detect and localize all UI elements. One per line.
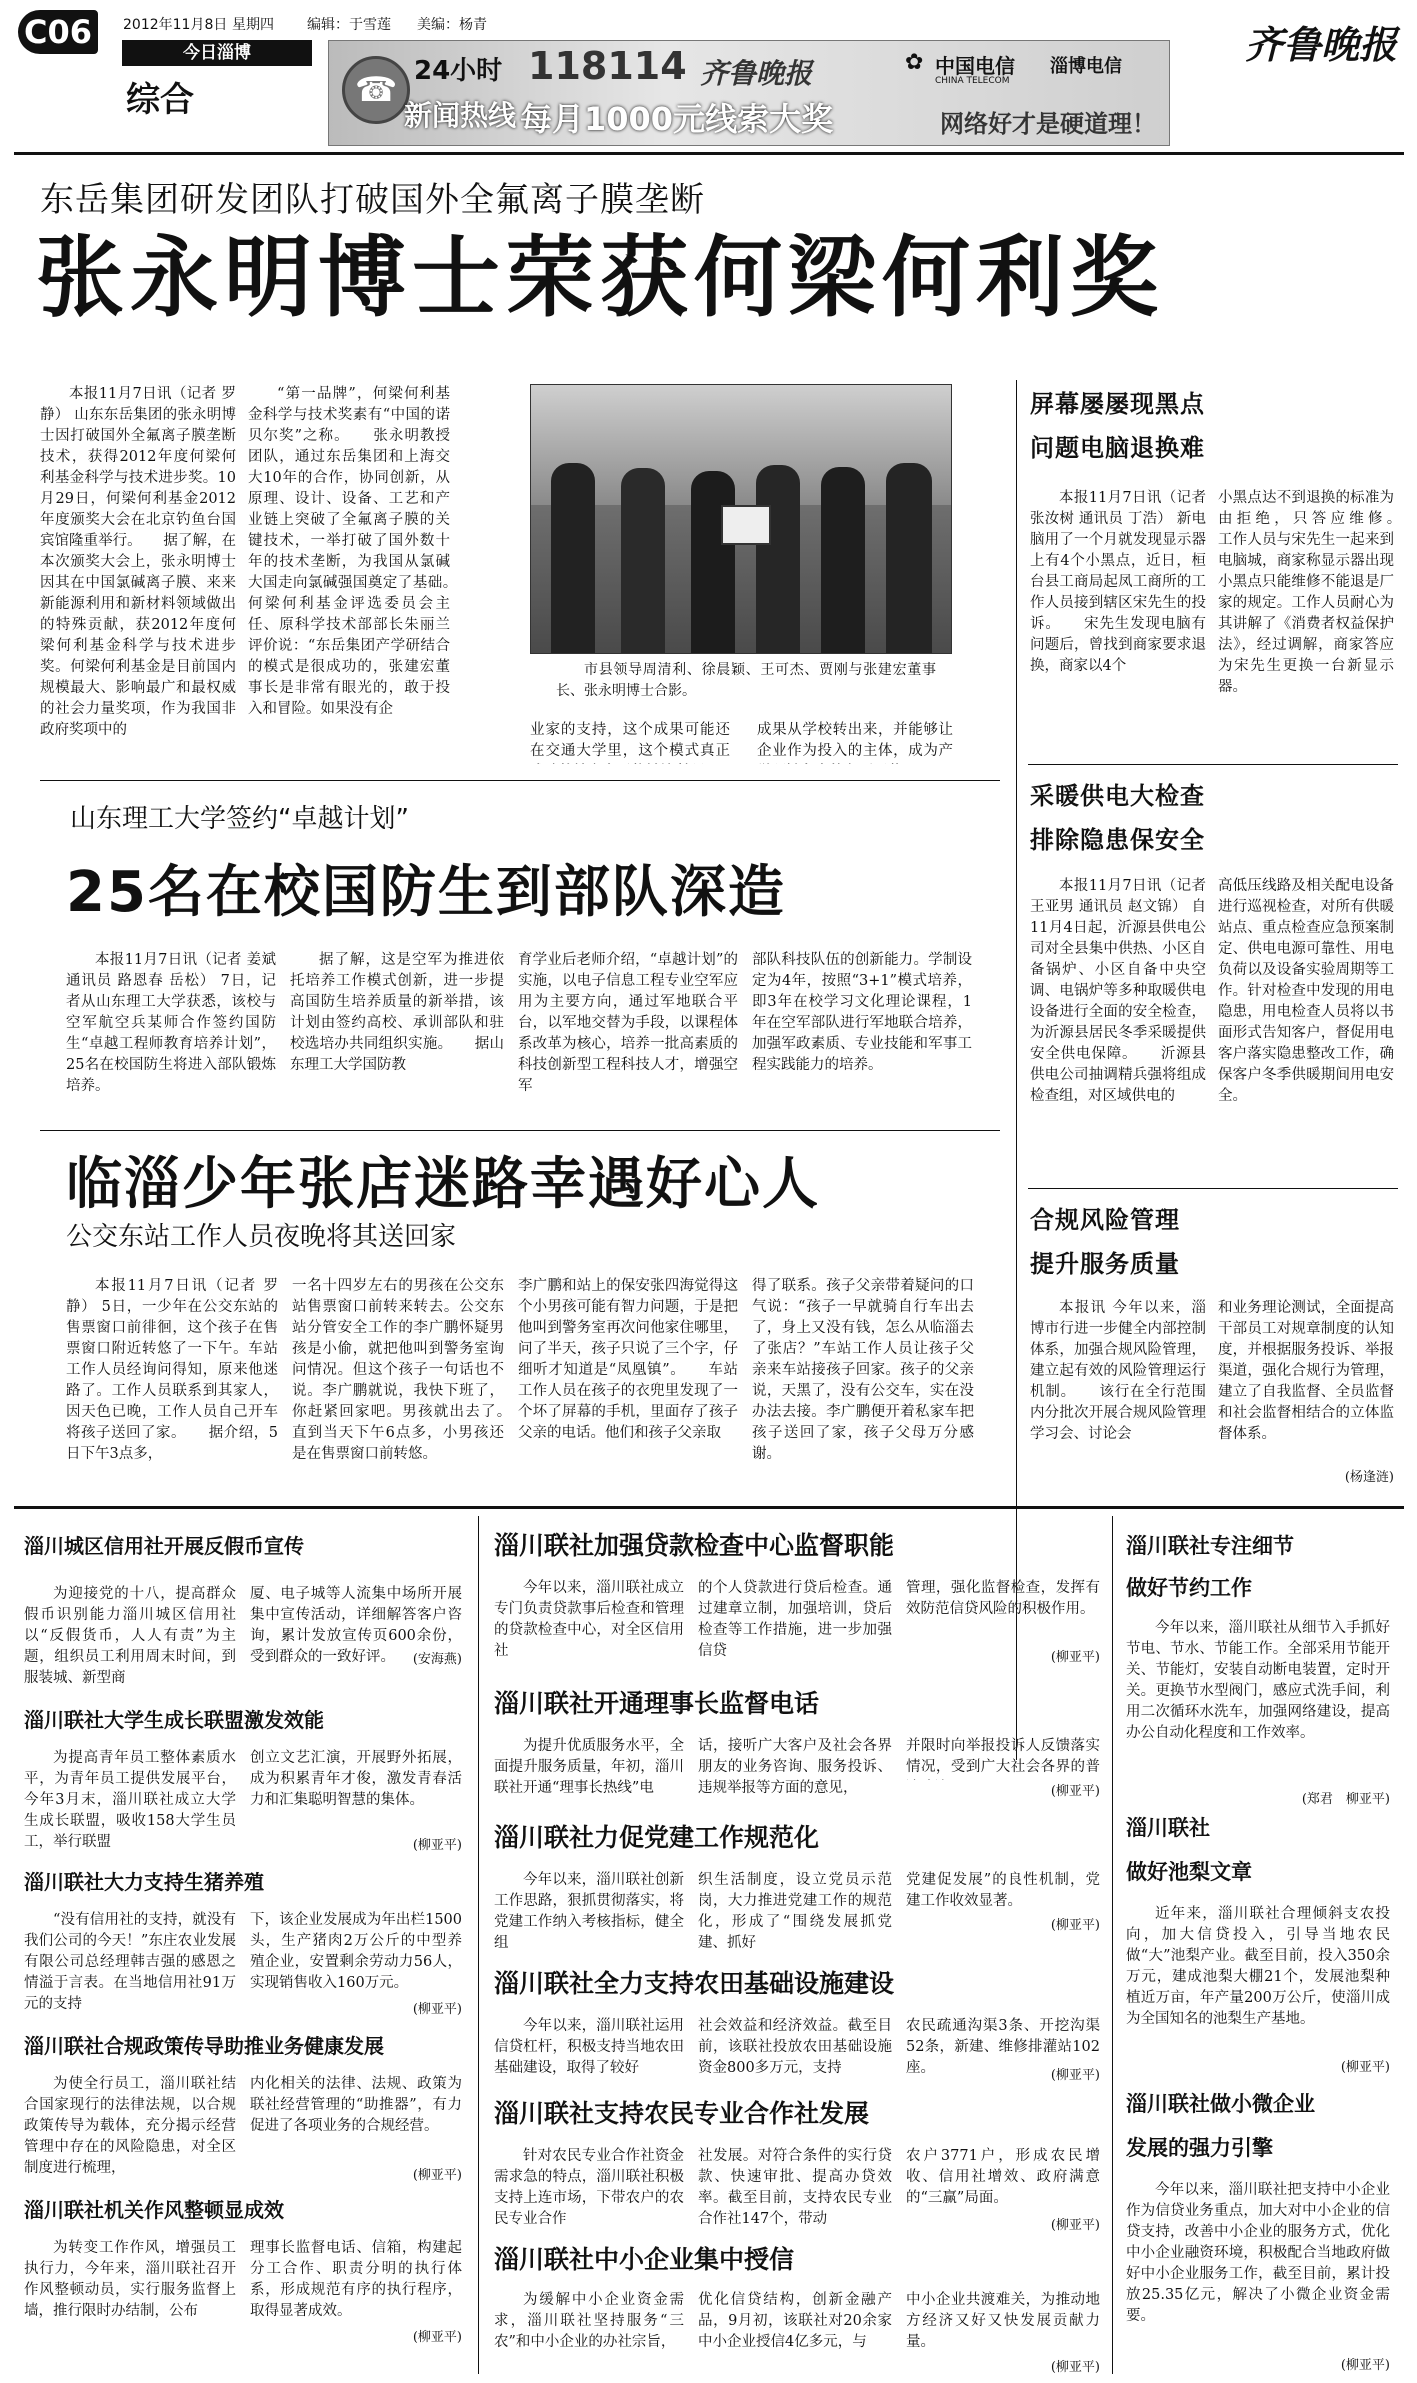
brief-l-column: 今年以来，淄川联社从细节入手抓好节电、节水、节能工作。全部采用节能开关、节能灯，安装自动断电装置，定时开关。更换节水型阀门，感应式洗手间，利用二次循环水洗车，加强网络建设，提高办公自动化程度和工作效率。 <box>1126 1620 1390 1741</box>
section-name: 综合 <box>126 80 194 120</box>
screen-story-headline-2: 问题电脑退换难 <box>1030 434 1205 462</box>
brief-g-headline: 淄川联社开通理事长监督电话 <box>494 1689 820 1718</box>
brief-c-column-1: “没有信用社的支持，就没有我们公司的今天！”东庄农业发展有限公司总经理韩吉强的感恩之情溢于言表。在当地信用社91万元的支持 <box>24 1912 236 2012</box>
risk-story-column-2: 和业务理论测试，全面提高干部员工对规章制度的认知度，并根据服务投诉、举报渠道，强化合规行为管理，建立了自我监督、全员监督和社会监督相结合的立体监督体系。 <box>1218 1300 1394 1442</box>
brief-j-column-1: 针对农民专业合作社资金需求急的特点，淄川联社积极支持上连市场，下带农户的农民专业合作 <box>494 2148 684 2227</box>
brief-f-headline: 淄川联社加强贷款检查中心监督职能 <box>494 1531 895 1560</box>
second-column-4: 部队科技队伍的创新能力。学制设定为4年，按照“3+1”模式培养，即3年在校学习文化理论课程，1年在空军部队进行军地联合培养，加强军政素质、专业技能和军事工程实践能力的培养。 <box>752 952 972 1073</box>
brief-k-column-1: 为缓解中小企业资金需求，淄川联社坚持服务“三农”和中小企业的办社宗旨， <box>494 2292 684 2350</box>
lead-column-2: “第一品牌”，何梁何利基金科学与技术奖素有“中国的诺贝尔奖”之称。 张永明教授团队，通过东岳集团和上海交大10年的合作，协同创新，从原理、设计、设备、工艺和产业链上突破了全氟离子膜的关键技术，一举打破了国外数十年的技术垄断，为我国从氯碱大国走向氯碱强国奠定了基础。 何梁何利基金评选委员会主任、原科学技术部部长朱丽兰评价说：“东岳集团产学研结合的模式是很成功的，张建宏董事长是非常有眼光的，敢于投入和冒险。如果没有企 <box>248 386 450 717</box>
issue-date: 2012年11月8日 <box>123 17 228 33</box>
third-column-4: 得了联系。孩子父亲带着疑问的口气说：“孩子一早就骑自行车出去了，身上又没有钱，怎么从临淄去了张店？”车站工作人员让孩子父亲来车站接孩子回家。孩子的父亲说，天黑了，没有公交车，实在没办法去接。李广鹏便开着私家车把孩子送回了家，孩子父母万分感谢。 <box>752 1278 974 1462</box>
brief-d-headline: 淄川联社合规政策传导助推业务健康发展 <box>24 2034 384 2058</box>
ad-tagline: 网络好才是硬道理！ <box>940 110 1156 138</box>
brief-i-headline: 淄川联社全力支持农田基础设施建设 <box>494 1969 895 1998</box>
brief-h-headline: 淄川联社力促党建工作规范化 <box>494 1823 820 1852</box>
third-column-3: 李广鹏和站上的保安张四海觉得这个小男孩可能有智力问题，于是把他叫到警务室再次问他家住哪里，问了半天，孩子只说了三个字，仔细听才知道是“凤凰镇”。 车站工作人员在孩子的衣兜里发现了一个坏了屏幕的手机，里面存了孩子父亲的电话。他们和孩子父亲取 <box>518 1278 738 1441</box>
heating-story-column-1: 本报11月7日讯（记者 王亚男 通讯员 赵文锦） 自11月4日起，沂源县供电公司对全县集中供热、小区自备锅炉、小区自备中央空调、电锅炉等多种取暖供电设备进行全面的安全检查，为沂源县居民冬季采暖提供安全供电保障。 沂源县供电公司抽调精兵强将组成检查组，对区域供电的 <box>1030 878 1206 1104</box>
designer: 美编：杨青 <box>417 17 487 33</box>
brief-j-headline: 淄川联社支持农民专业合作社发展 <box>494 2099 870 2128</box>
brief-a-column-1: 为迎接党的十八，提高群众假币识别能力淄川城区信用社以“反假货币，人人有责”为主题，组织员工利用周末时间，到服装城、新型商 <box>24 1586 236 1686</box>
third-column-1: 本报11月7日讯（记者 罗静） 5日，一少年在公交东站的售票窗口前徘徊，这个孩子在售票窗口附近转悠了一下午。车站工作人员经询问得知，原来他迷路了。工作人员联系到其家人，因天色已晚，工作人员自己开车将孩子送回了家。 据介绍，5日下午3点多， <box>66 1278 278 1462</box>
brief-k-column-2: 优化信贷结构，创新金融产品，9月初，该联社对20余家中小企业授信4亿多元，与 <box>698 2292 892 2350</box>
brief-i-column-2: 社会效益和经济效益。截至目前，该联社投放农田基础设施资金800多万元，支持 <box>698 2018 892 2076</box>
page-number: C06 <box>18 10 98 54</box>
brief-l-headline-1: 淄川联社专注细节 <box>1126 1534 1294 1558</box>
screen-story-headline-1: 屏幕屡屡现黑点 <box>1030 390 1205 418</box>
brief-b-column-2: 创立文艺汇演，开展野外拓展，成为积累青年才俊，激发青春活力和汇集聪明智慧的集体。 <box>250 1750 462 1808</box>
second-column-2: 据了解，这是空军为推进依托培养工作模式创新，进一步提高国防生培养质量的新举措，该计划由签约高校、承训部队和驻校选培办共同组织实施。 据山东理工大学国防教 <box>290 952 504 1073</box>
ad-telecom-en: CHINA TELECOM <box>935 76 1010 86</box>
brief-l-headline-2: 做好节约工作 <box>1126 1576 1252 1600</box>
ad-slogan: 每月1000元线索大奖 <box>520 100 834 138</box>
brief-m-byline: (柳亚平) <box>1340 2060 1390 2075</box>
heating-story-headline-1: 采暖供电大检查 <box>1030 782 1205 810</box>
brief-e-byline: (柳亚平) <box>412 2330 462 2345</box>
brief-e-headline: 淄川联社机关作风整顿显成效 <box>24 2198 284 2222</box>
brief-c-column-2: 下，该企业发展成为年出栏1500头，生产猪肉2万公斤的中型养殖企业，安置剩余劳动力56人，实现销售收入160万元。 <box>250 1912 462 1991</box>
brief-h-column-1: 今年以来，淄川联社创新工作思路，狠抓贯彻落实，将党建工作纳入考核指标，健全组 <box>494 1872 684 1951</box>
heating-story-headline-2: 排除隐患保安全 <box>1030 826 1205 854</box>
brief-c-byline: (柳亚平) <box>412 2002 462 2017</box>
risk-story-headline-2: 提升服务质量 <box>1030 1250 1180 1278</box>
brief-b-column-1: 为提高青年员工整体素质水平，为青年员工提供发展平台，今年3月末，淄川联社成立大学生成长联盟，吸收158大学生员工，举行联盟 <box>24 1750 236 1850</box>
brief-n-headline-1: 淄川联社做小微企业 <box>1126 2092 1315 2116</box>
risk-story-byline: (杨逢涟) <box>1344 1470 1394 1485</box>
second-headline: 25名在校国防生到部队深造 <box>66 860 786 925</box>
brief-i-byline: (柳亚平) <box>1050 2068 1100 2083</box>
risk-story-headline-1: 合规风险管理 <box>1030 1206 1180 1234</box>
second-column-3: 育学业后老师介绍，“卓越计划”的实施，以电子信息工程专业空军应用为主要方向，通过军地联合平台，以军地交替为手段，以课程体系改革为核心，培养一批高素质的科技创新型工程科技人才，增强空军 <box>518 952 738 1094</box>
phone-icon: ☎ <box>342 56 410 124</box>
telecom-logo-icon: ✿ <box>905 50 924 75</box>
brief-n-column: 今年以来，淄川联社把支持中小企业作为信贷业务重点，加大对中小企业的信贷支持，改善中小企业的服务方式，优化中小企业融资环境，积极配合当地政府做好中小企业服务工作，截至目前，累计投放25.35亿元，解决了小微企业资金需要。 <box>1126 2182 1390 2324</box>
brief-j-column-2: 社发展。对符合条件的实行贷款、快速审批、提高办贷效率。截至目前，支持农民专业合作社147个，带动 <box>698 2148 892 2227</box>
lead-kicker: 东岳集团研发团队打破国外全氟离子膜垄断 <box>40 180 705 220</box>
brief-c-headline: 淄川联社大力支持生猪养殖 <box>24 1870 264 1894</box>
brief-m-column: 近年来，淄川联社合理倾斜支农投向，加大信贷投入，引导当地农民做“大”池梨产业。截至目前，投入350余万元，建成池梨大棚21个，发展池梨种植近万亩，年产量200万公斤，使淄川成为全国知名的池梨生产基地。 <box>1126 1906 1390 2027</box>
brief-g-column-1: 为提升优质服务水平，全面提升服务质量，年初，淄川联社开通“理事长热线”电 <box>494 1738 684 1796</box>
second-column-1: 本报11月7日讯（记者 姜斌 通讯员 路恩春 岳松） 7日，记者从山东理工大学获悉，该校与空军航空兵某师合作签约国防生“卓越工程师教育培养计划”，25名在校国防生将进入部队锻炼培养。 <box>66 952 276 1094</box>
brief-i-column-1: 今年以来，淄川联社运用信贷杠杆，积极支持当地农田基础建设，取得了较好 <box>494 2018 684 2076</box>
ad-zibo: 淄博电信 <box>1050 56 1122 77</box>
brief-n-byline: (柳亚平) <box>1340 2358 1390 2373</box>
brief-d-byline: (柳亚平) <box>412 2168 462 2183</box>
brief-b-headline: 淄川联社大学生成长联盟激发效能 <box>24 1708 324 1732</box>
issue-weekday: 星期四 <box>232 17 274 33</box>
brief-k-byline: (柳亚平) <box>1050 2360 1100 2375</box>
third-subhead: 公交东站工作人员夜晚将其送回家 <box>66 1222 457 1252</box>
brief-k-headline: 淄川联社中小企业集中授信 <box>494 2245 795 2274</box>
brief-f-byline: (柳亚平) <box>1050 1650 1100 1665</box>
brief-h-column-3: 党建促发展”的良性机制，党建工作收效显著。 <box>906 1872 1100 1909</box>
brief-i-column-3: 农民疏通沟渠3条、开挖沟渠52条，新建、维修排灌站102座。 <box>906 2018 1100 2076</box>
photo-caption: 市县领导周清利、徐晨颖、王可杰、贾刚与张建宏董事长、张永明博士合影。 <box>556 662 936 699</box>
hotline-label-2: 新闻热线 <box>404 99 517 132</box>
brief-b-byline: (柳亚平) <box>412 1838 462 1853</box>
brief-m-headline-1: 淄川联社 <box>1126 1816 1210 1840</box>
brief-m-headline-2: 做好池梨文章 <box>1126 1860 1252 1884</box>
brief-f-column-3: 管理，强化监督检查，发挥有效防范信贷风险的积极作用。 <box>906 1580 1100 1617</box>
brief-a-byline: (安海燕) <box>412 1652 462 1667</box>
hotline-label-1: 24小时 <box>414 56 503 86</box>
brief-e-column-2: 理事长监督电话、信箱，构建起分工合作、职责分明的执行体系，形成规范有序的执行程序，取得显著成效。 <box>250 2240 462 2319</box>
screen-story-column-2: 小黑点达不到退换的标准为由拒绝，只答应维修。 工作人员与宋先生一起来到电脑城，商家称显示器出现小黑点只能维修不能退是厂家的规定。工作人员耐心为其讲解了《消费者权益保护法》，经过调解，商家答应为宋先生更换一台新显示器。 <box>1218 490 1394 695</box>
second-kicker: 山东理工大学签约“卓越计划” <box>70 804 409 834</box>
third-column-2: 一名十四岁左右的男孩在公交东站售票窗口前转来转去。公交东站分管安全工作的李广鹏怀疑男孩是小偷，就把他叫到警务室询问情况。但这个孩子一句话也不说。李广鹏就说，我快下班了，你赶紧回家吧。男孩就出去了。 直到当天下午6点多，小男孩还是在售票窗口前转悠。 <box>292 1278 504 1462</box>
brief-g-column-2: 话，接听广大客户及社会各界朋友的业务咨询、服务投诉、违规举报等方面的意见， <box>698 1738 892 1796</box>
brief-g-column-3: 并限时向举报投诉人反馈落实情况，受到广大社会各界的普 <box>906 1738 1100 1775</box>
lead-column-4: 成果从学校转出来，并能够让企业作为投入的主体，成为产 <box>757 722 953 759</box>
brief-h-byline: (柳亚平) <box>1050 1918 1100 1933</box>
brief-j-byline: (柳亚平) <box>1050 2218 1100 2233</box>
brief-d-column-2: 内化相关的法律、法规、政策为联社经营管理的“助推器”，有力促进了各项业务的合规经营。 <box>250 2076 462 2134</box>
screen-story-column-1: 本报11月7日讯（记者 张汝树 通讯员 丁浩） 新电脑用了一个月就发现显示器上有4个小黑点，近日，桓台县工商局起凤工商所的工作人员接到辖区宋先生的投诉。 宋先生发现电脑有问题后，曾找到商家要求退换，商家以4个 <box>1030 490 1206 674</box>
lead-headline: 张永明博士荣获何梁何利奖 <box>36 226 1165 329</box>
brief-h-column-2: 织生活制度，设立党员示范岗，大力推进党建工作的规范化，形成了“围绕发展抓党建、抓好 <box>698 1872 892 1951</box>
award-group-photo <box>530 384 952 654</box>
editor: 编辑：于雪莲 <box>307 17 391 33</box>
brief-n-headline-2: 发展的强力引擎 <box>1126 2136 1273 2160</box>
brief-k-column-3: 中小企业共渡难关，为推动地方经济又好又快发展贡献力量。 <box>906 2292 1100 2350</box>
brief-d-column-1: 为使全行员工，淄川联社结合国家现行的法律法规，以合规政策传导为载体，充分揭示经营管理中存在的风险隐患，对全区制度进行梳理， <box>24 2076 236 2176</box>
brief-l-byline: (郑君 柳亚平) <box>1301 1792 1390 1807</box>
brief-f-column-2: 的个人贷款进行贷后检查。通过建章立制，加强培训，贷后检查等工作措施，进一步加强信贷 <box>698 1580 892 1659</box>
brief-g-byline: (柳亚平) <box>1050 1784 1100 1799</box>
hotline-number: 118114 <box>528 44 687 88</box>
heating-story-column-2: 高低压线路及相关配电设备进行巡视检查，对所有供暖站点、重点检查应急预案制定、供电电源可靠性、用电负荷以及设备实验周期等工作。针对检查中发现的用电隐患，用电检查人员将以书面形式告知客户，督促用电客户落实隐患整改工作，确保客户冬季供暖期间用电安全。 <box>1218 878 1394 1104</box>
ad-telecom: 中国电信 <box>935 54 1015 78</box>
newspaper-logo: 齐鲁晚报 <box>1245 22 1398 67</box>
brief-e-column-1: 为转变工作作风，增强员工执行力，今年来，淄川联社召开作风整顿动员，实行服务监督上墙，推行限时办结制，公布 <box>24 2240 236 2319</box>
brief-a-headline: 淄川城区信用社开展反假币宣传 <box>24 1534 304 1558</box>
lead-column-1: 本报11月7日讯（记者 罗静） 山东东岳集团的张永明博士因打破国外全氟离子膜垄断技术，获得2012年度何梁何利基金科学与技术进步奖。10月29日，何梁何利基金2012年度颁奖大会在北京钓鱼台国宾馆隆重举行。 据了解，在本次颁奖大会上，张永明博士因其在中国氯碱离子膜、来来新能源利用和新材料领域做出的特殊贡献，获2012年度何梁何利基金科学与技术进步奖。何梁何利基金是目前国内规模最大、影响最广和最权威的社会力量奖项，作为我国非政府奖项中的 <box>40 386 236 738</box>
ad-brand: 齐鲁晚报 <box>700 57 813 90</box>
brief-a-column-2: 厦、电子城等人流集中场所开展集中宣传活动，详细解答客户咨询，累计发放宣传页600余份，受到群众的一致好评。 <box>250 1586 462 1665</box>
risk-story-column-1: 本报讯 今年以来，淄博市行进一步健全内部控制体系，加强合规风险管理，建立起有效的风险管理运行机制。 该行在全行范围内分批次开展合规风险管理学习会、讨论会 <box>1030 1300 1206 1442</box>
third-headline: 临淄少年张店迷路幸遇好心人 <box>66 1152 820 1217</box>
brief-j-column-3: 农户3771户，形成农民增收、信用社增效、政府满意的“三赢”局面。 <box>906 2148 1100 2206</box>
section-tag: 今日淄博 <box>122 40 312 66</box>
brief-f-column-1: 今年以来，淄川联社成立专门负责贷款事后检查和管理的贷款检查中心，对全区信用社 <box>494 1580 684 1659</box>
lead-column-3: 业家的支持，这个成果可能还在交通大学里，这个模式真正 <box>530 722 730 759</box>
